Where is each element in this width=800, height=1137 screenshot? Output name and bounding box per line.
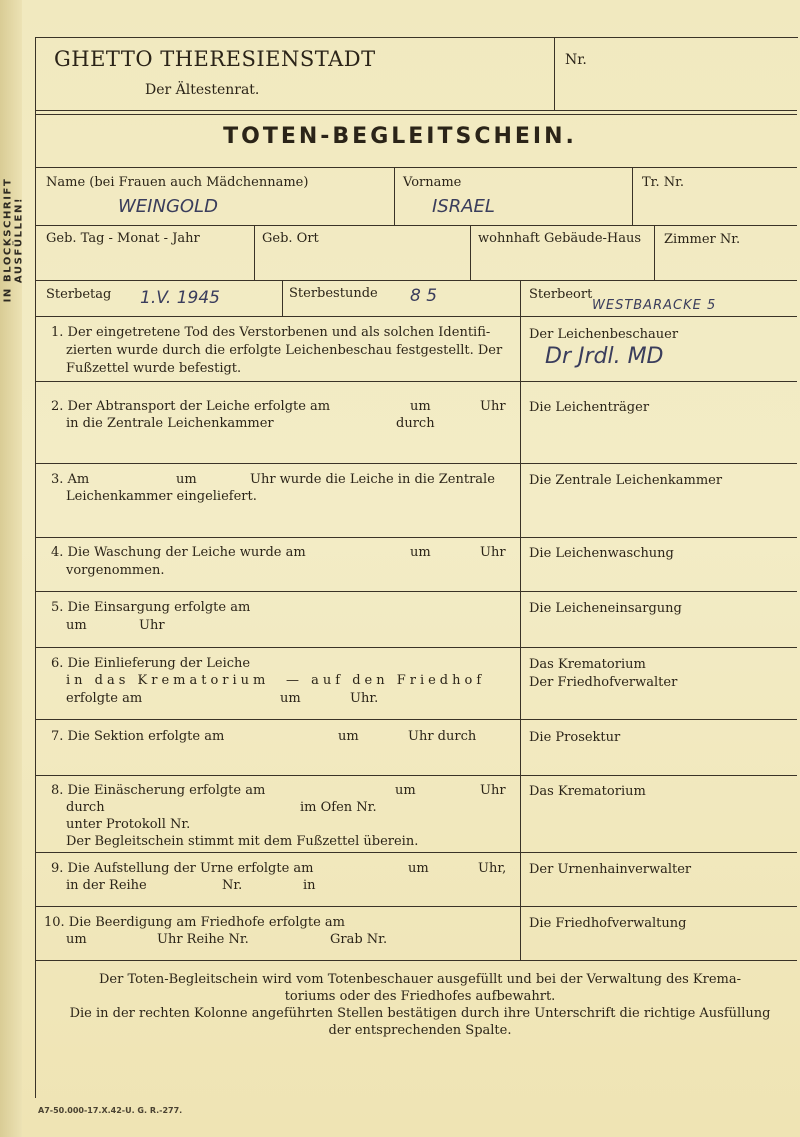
step4-line2: vorgenommen. bbox=[66, 563, 165, 578]
step7-line1: 7. Die Sektion erfolgte am bbox=[51, 729, 225, 744]
footer-line2: toriums oder des Friedhofes aufbewahrt. bbox=[284, 989, 556, 1004]
footer-line3: Die in der rechten Kolonne angeführten Stellen bestätigen durch ihre Unterschrift die richtige Ausfüllung bbox=[69, 1006, 771, 1021]
cell-divider bbox=[470, 225, 471, 280]
step1-line1: 1. Der eingetretene Tod des Verstorbenen und als solchen Identifi- bbox=[51, 325, 491, 340]
rule bbox=[35, 225, 797, 226]
deathplace-label: Sterbeort bbox=[529, 287, 593, 302]
rule bbox=[35, 316, 797, 317]
step6-official1: Das Krematorium bbox=[529, 657, 646, 672]
step6-line3: erfolgte am bbox=[66, 691, 143, 706]
step10-line1: 10. Die Beerdigung am Friedhofe erfolgte am bbox=[44, 915, 345, 930]
step10-row: Uhr Reihe Nr. bbox=[157, 932, 249, 947]
step8-um: um bbox=[395, 783, 416, 798]
side-instruction-line1: IN BLOCKSCHRIFT bbox=[2, 177, 13, 303]
residence-label: wohnhaft Gebäude-Haus bbox=[478, 231, 642, 246]
rule bbox=[35, 852, 797, 853]
name-value: WEINGOLD bbox=[118, 196, 218, 217]
cell-divider bbox=[254, 225, 255, 280]
rule bbox=[35, 960, 797, 961]
birthplace-label: Geb. Ort bbox=[262, 231, 319, 246]
rule bbox=[35, 114, 797, 115]
step4-line1: 4. Die Waschung der Leiche wurde am bbox=[51, 545, 306, 560]
trnr-label: Tr. Nr. bbox=[642, 175, 685, 190]
footer-line1: Der Toten-Begleitschein wird vom Totenbeschauer ausgefüllt und bei der Verwaltung des Krema- bbox=[99, 972, 741, 987]
step10-grave: Grab Nr. bbox=[330, 932, 388, 947]
step6-official2: Der Friedhofverwalter bbox=[529, 675, 678, 690]
step9-uhr: Uhr, bbox=[478, 861, 507, 876]
step8-oven: im Ofen Nr. bbox=[300, 800, 377, 815]
header-divider bbox=[554, 37, 555, 110]
step6-uhr: Uhr. bbox=[350, 691, 379, 706]
cell-divider bbox=[654, 225, 655, 280]
footer-note bbox=[60, 971, 780, 1039]
step6-line2: in das Krematorium bbox=[66, 673, 270, 688]
step4-um: um bbox=[410, 545, 431, 560]
step5-uhr: Uhr bbox=[139, 618, 165, 633]
step8-line4: Der Begleitschein stimmt mit dem Fußzettel überein. bbox=[66, 834, 419, 849]
step1-line3: Fußzettel wurde befestigt. bbox=[66, 361, 242, 376]
footer-line4: der entsprechenden Spalte. bbox=[328, 1023, 512, 1038]
form-title: TOTEN-BEGLEITSCHEIN. bbox=[223, 124, 577, 149]
step5-line1: 5. Die Einsargung erfolgte am bbox=[51, 600, 251, 615]
step9-in: in bbox=[303, 878, 316, 893]
cell-divider bbox=[394, 167, 395, 225]
step8-official: Das Krematorium bbox=[529, 784, 646, 799]
right-column-divider bbox=[520, 280, 521, 960]
step1-line2: zierten wurde durch die erfolgte Leichenbeschau festgestellt. Der bbox=[66, 343, 503, 358]
deathday-label: Sterbetag bbox=[46, 287, 112, 302]
print-code: A7-50.000-17.X.42-U. G. R.-277. bbox=[38, 1106, 183, 1115]
side-instruction-line2: AUSFÜLLEN! bbox=[13, 196, 24, 284]
step6-um: um bbox=[280, 691, 301, 706]
room-label: Zimmer Nr. bbox=[664, 232, 741, 247]
birthdate-label: Geb. Tag - Monat - Jahr bbox=[46, 231, 200, 246]
rule bbox=[35, 775, 797, 776]
step8-line3: unter Protokoll Nr. bbox=[66, 817, 191, 832]
step7-um: um bbox=[338, 729, 359, 744]
step10-official: Die Friedhofverwaltung bbox=[529, 916, 687, 931]
step9-line1: 9. Die Aufstellung der Urne erfolgte am bbox=[51, 861, 314, 876]
step7-official: Die Prosektur bbox=[529, 730, 621, 745]
rule bbox=[35, 167, 797, 168]
rule bbox=[35, 719, 797, 720]
deathplace-value: WESTBARACKE 5 bbox=[592, 298, 717, 313]
step6-friedhof: — auf den Friedhof bbox=[286, 673, 486, 688]
step2-line2: in die Zentrale Leichenkammer bbox=[66, 416, 274, 431]
rule bbox=[35, 647, 797, 648]
vorname-label: Vorname bbox=[403, 175, 462, 190]
side-instruction bbox=[0, 160, 26, 320]
cell-divider bbox=[282, 280, 283, 316]
step7-uhr: Uhr durch bbox=[408, 729, 477, 744]
rule bbox=[35, 463, 797, 464]
step4-official: Die Leichenwaschung bbox=[529, 546, 674, 561]
nr-label: Nr. bbox=[565, 52, 587, 68]
step9-official: Der Urnenhainverwalter bbox=[529, 862, 692, 877]
step10-line2: um bbox=[66, 932, 87, 947]
rule bbox=[35, 280, 797, 281]
step3-text: Uhr wurde die Leiche in die Zentrale bbox=[250, 472, 495, 487]
name-label: Name (bei Frauen auch Mädchenname) bbox=[46, 175, 309, 190]
step9-nr: Nr. bbox=[222, 878, 243, 893]
step3-line1: 3. Am bbox=[51, 472, 90, 487]
step4-uhr: Uhr bbox=[480, 545, 506, 560]
vorname-value: ISRAEL bbox=[432, 196, 495, 217]
step3-line2: Leichenkammer eingeliefert. bbox=[66, 489, 257, 504]
step1-official: Der Leichenbeschauer bbox=[529, 327, 679, 342]
rule bbox=[35, 381, 797, 382]
step5-line2: um bbox=[66, 618, 87, 633]
step1-signature: Dr Jrdl. MD bbox=[545, 344, 664, 369]
step2-line1: 2. Der Abtransport der Leiche erfolgte am bbox=[51, 399, 331, 414]
deathday-value: 1.V. 1945 bbox=[140, 288, 220, 308]
step6-line1: 6. Die Einlieferung der Leiche bbox=[51, 656, 251, 671]
org-name: GHETTO THERESIENSTADT bbox=[54, 47, 376, 71]
step3-um: um bbox=[176, 472, 197, 487]
deathhour-value: 8 5 bbox=[410, 286, 438, 306]
step9-um: um bbox=[408, 861, 429, 876]
step2-uhr: Uhr bbox=[480, 399, 506, 414]
cell-divider bbox=[632, 167, 633, 225]
step8-uhr: Uhr bbox=[480, 783, 506, 798]
step2-um: um bbox=[410, 399, 431, 414]
step2-official: Die Leichenträger bbox=[529, 400, 650, 415]
deathhour-label: Sterbestunde bbox=[289, 286, 378, 301]
rule bbox=[35, 110, 797, 111]
step5-official: Die Leicheneinsargung bbox=[529, 601, 682, 616]
step9-line2: in der Reihe bbox=[66, 878, 147, 893]
step8-line2: durch bbox=[66, 800, 105, 815]
rule bbox=[35, 906, 797, 907]
step8-line1: 8. Die Einäscherung erfolgte am bbox=[51, 783, 266, 798]
rule bbox=[35, 537, 797, 538]
step3-official: Die Zentrale Leichenkammer bbox=[529, 473, 723, 488]
council-name: Der Ältestenrat. bbox=[145, 82, 260, 98]
rule bbox=[35, 591, 797, 592]
step2-durch: durch bbox=[396, 416, 435, 431]
